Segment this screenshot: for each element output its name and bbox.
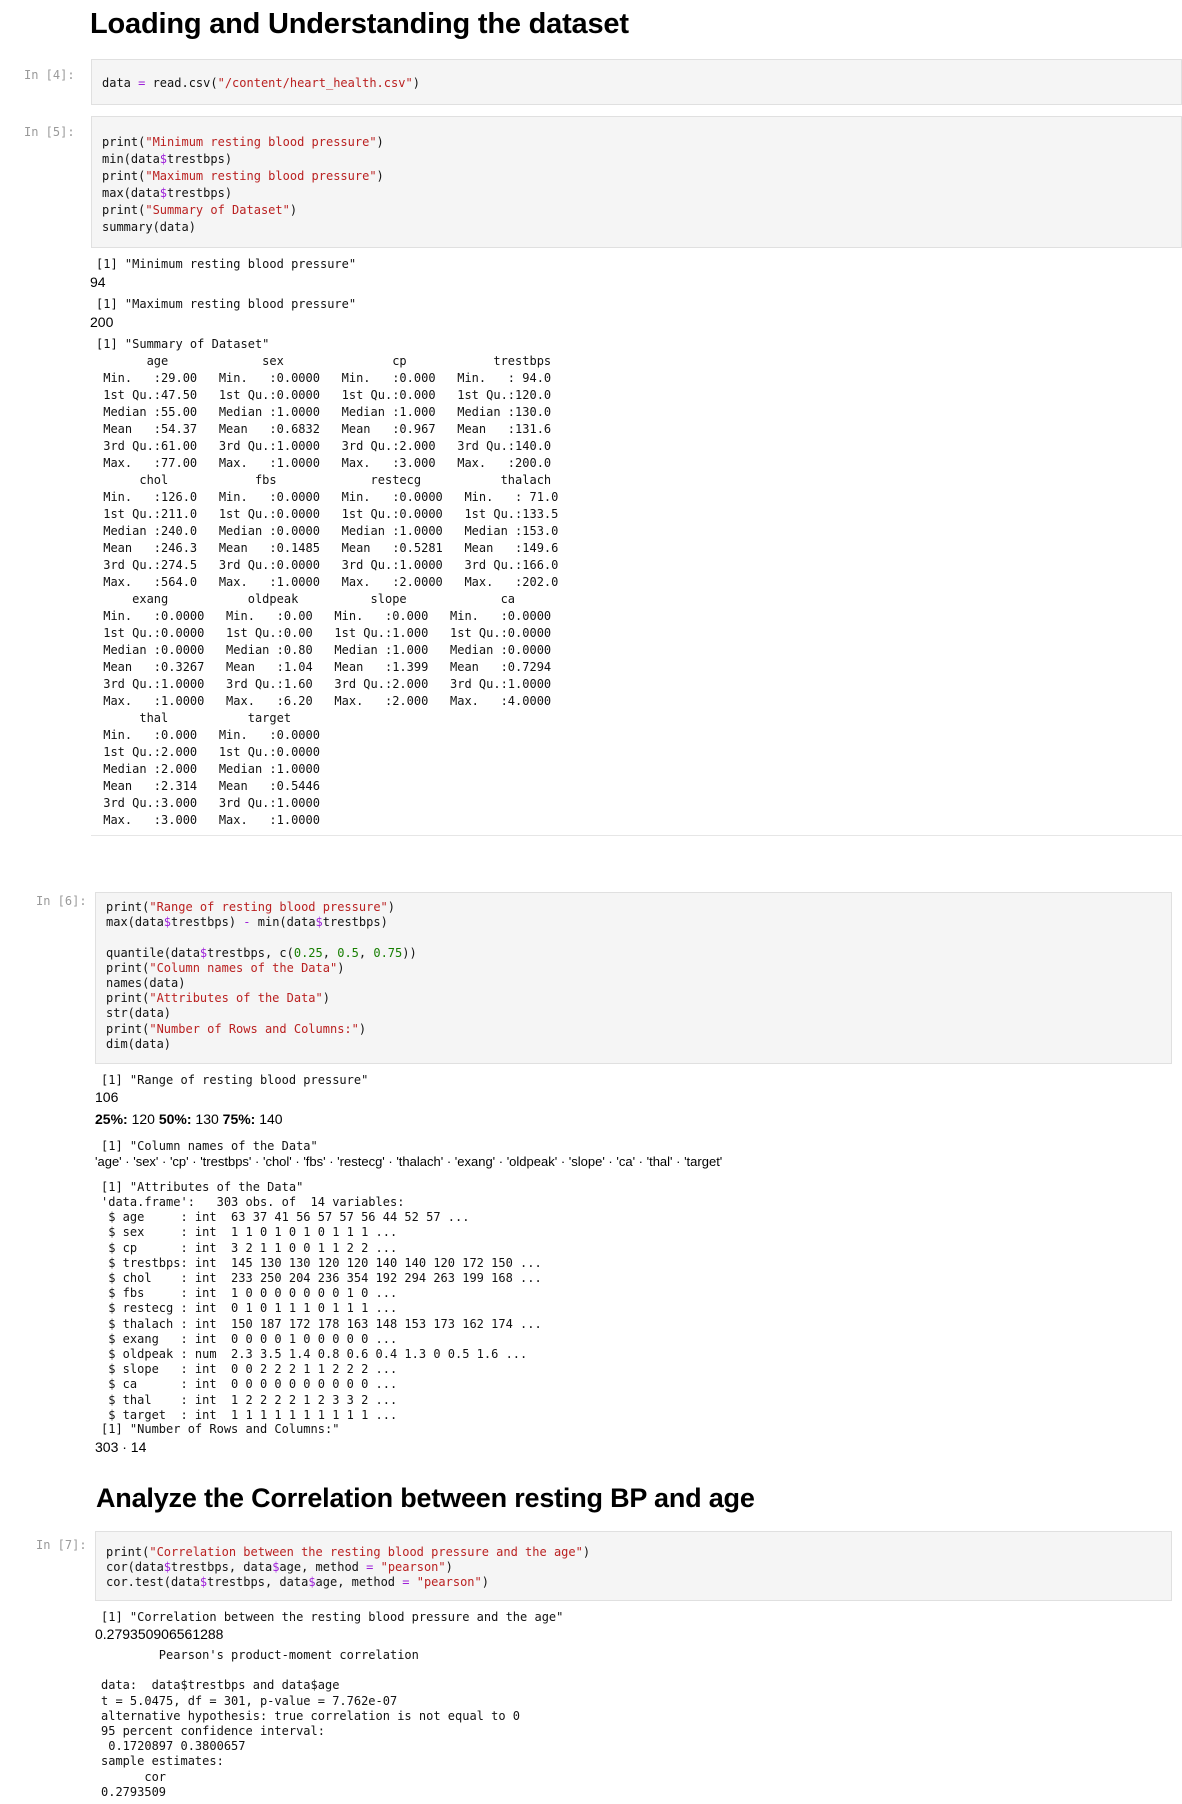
code-cell-7[interactable] [95,1531,1172,1601]
code-token: age, method [315,1575,403,1590]
code-token: $ [315,915,323,930]
code-token: $ [272,1560,280,1575]
code-token: )) [402,945,417,960]
code-token: quantile(data [106,945,200,960]
code-token: cor.test(data [106,1575,200,1590]
output-attributes-label: [1] "Attributes of the Data" [101,1180,304,1194]
code-token: "pearson" [380,1560,446,1575]
code-token [373,1560,380,1574]
code-token: ) [322,991,330,1006]
code-token: "/content/heart_health.csv" [217,76,413,90]
quantile-key: 50%: [158,1111,192,1127]
code-token: print( [102,135,146,149]
code-token: $ [308,1575,316,1590]
code-editor-7[interactable] [106,1545,590,1591]
code-token: ) [337,960,345,975]
code-token [409,1575,416,1589]
quantile-value: 120 [127,1111,159,1127]
code-token: data [102,76,139,90]
output-colnames-label: [1] "Column names of the Data" [101,1139,318,1153]
code-token: = [138,76,146,90]
code-token: trestbps, data [207,1575,309,1590]
code-token: "Number of Rows and Columns:" [149,1021,359,1036]
code-token: trestbps, data [171,1560,273,1575]
code-token: trestbps) [171,915,244,930]
code-token: age, method [279,1560,367,1575]
output-range-label: [1] "Range of resting blood pressure" [101,1073,369,1087]
output-summary-table: age sex cp trestbps Min. :29.00 Min. :0.0000 Min. :0.000 Min. : 94.0 1st Qu.:47.50 1st Qu.:0.0000 1st Qu.:0.000 1st Qu.:120.0 Median :55.00 Median :1.0000 Median :1.000 Median :130.0 Mean :54.37 Mean :0.6832 Mean :0.967 Mean :131.6 3rd Qu.:61.00 3rd Qu.:1.0000 3rd Qu.:2.000 3rd Qu.:140.0 Max. :77.00 Max. :1.0000 Max. :3.000 Max. :200.0 chol fbs restecg thalach Min. :126.0 Min. :0.0000 Min. :0.0000 Min. : 71.0 1st Qu.:211.0 1st Qu.:0.0000 1st Qu.:0.0000 1st Qu.:133.5 Median :240.0 Median :0.0000 Median :1.0000 Median :153.0 Mean :246.3 Mean :0.1485 Mean :0.5281 Mean :149.6 3rd Qu.:274.5 3rd Qu.:0.0000 3rd Qu.:1.0000 3rd Qu.:166.0 Max. :564.0 Max. :1.0000 Max. :2.0000 Max. :202.0 exang oldpeak slope ca Min. :0.0000 Min. :0.00 Min. :0.000 Min. :0.0000 1st Qu.:0.0000 1st Qu.:0.00 1st Qu.:1.000 1st Qu.:0.0000 Median :0.0000 Median :0.80 Median :1.000 Median :0.0000 Mean :0.3267 Mean :1.04 Mean :1.399 Mean :0.7294 3rd Qu.:1.0000 3rd Qu.:1.60 3rd Qu.:2.000 3rd Qu.:1.0000 Max. :1.0000 Max. :6.20 Max. :2.000 Max. :4.0000 thal target Min. :0.000 Min. :0.0000 1st Qu.:2.000 1st Qu.:0.0000 Median :2.000 Median :1.0000 Mean :2.314 Mean :0.5446 3rd Qu.:3.000 3rd Qu.:1.0000 Max. :3.000 Max. :1.0000 [103,354,559,827]
cell-divider [91,835,1182,836]
code-token: 0.25 [293,945,323,960]
code-token: trestbps) [322,915,388,930]
code-token: names(data) [106,976,186,991]
code-token: print( [106,991,150,1006]
quantile-value: 130 [191,1111,223,1127]
code-token: print( [102,203,146,217]
cell-prompt-6: In [6]: [36,894,87,908]
output-min-label: [1] "Minimum resting blood pressure" [96,257,357,271]
code-token: str(data) [106,1006,172,1021]
code-token: = [402,1575,410,1590]
code-token: "Column names of the Data" [149,960,338,975]
quantile-key: 75%: [222,1111,256,1127]
output-dim-value: 303 · 14 [95,1439,147,1455]
code-token: summary(data) [102,220,196,234]
code-token: "Summary of Dataset" [145,203,290,217]
code-token: min(data [250,915,316,930]
code-token: ) [412,76,420,90]
code-token: $ [199,945,208,960]
cell-prompt-5: In [5]: [24,125,75,139]
code-token: print( [106,1545,150,1559]
output-range-value: 106 [95,1089,119,1105]
output-dim-label: [1] "Number of Rows and Columns:" [101,1422,340,1436]
code-token: = [366,1560,374,1575]
output-summary-label: [1] "Summary of Dataset" [96,337,270,351]
code-token: cor(data [106,1560,164,1575]
output-cor-value: 0.279350906561288 [95,1626,224,1642]
code-token: ) [358,1021,367,1036]
code-token: print( [106,900,150,914]
code-editor-6[interactable] [106,900,417,1052]
code-token: trestbps) [167,152,233,166]
code-token: ) [289,203,298,217]
code-cell-4[interactable] [91,59,1182,105]
code-token: max(data [102,186,160,200]
code-token: $ [199,1575,208,1590]
code-token: min(data [102,152,160,166]
output-min-value: 94 [90,274,106,290]
quantile-key: 25%: [95,1111,128,1127]
code-token: dim(data) [106,1036,172,1051]
code-token: , [322,945,338,960]
code-editor-5[interactable] [102,134,384,236]
quantile-value: 140 [255,1111,283,1127]
code-token: 0.5 [337,945,359,960]
output-colnames-value: 'age' · 'sex' · 'cp' · 'trestbps' · 'chol' · 'fbs' · 'restecg' · 'thalach' · 'exang' · 'oldpeak' · 'slope' · 'ca' · 'thal' · 'target' [95,1154,723,1169]
code-token: print( [106,960,150,975]
code-token: ) [376,135,384,149]
code-cell-5[interactable] [91,116,1182,248]
code-token: $ [163,915,172,930]
code-token: "pearson" [416,1575,482,1590]
code-token: trestbps) [167,186,233,200]
section-heading-loading: Loading and Understanding the dataset [90,8,629,40]
output-max-value: 200 [90,314,114,330]
code-editor-4[interactable] [102,75,420,92]
cell-prompt-4: In [4]: [24,68,75,82]
output-str: 'data.frame': 303 obs. of 14 variables: $ age : int 63 37 41 56 57 57 56 44 52 57 ... $ sex : int 1 1 0 1 0 1 0 1 1 1 ... $ cp : int 3 2 1 1 0 0 1 1 2 2 ... $ trestbps: int 145 130 130 120 120 140 140 120 172 150 ... $ chol : int 233 250 204 236 354 192 294 263 199 168 ... $ fbs : int 1 0 0 0 0 0 0 0 1 0 ... $ restecg : int 0 1 0 1 1 1 0 1 1 1 ... $ thalach : int 150 187 172 178 163 148 153 173 162 174 ... $ exang : int 0 0 0 0 1 0 0 0 0 0 ... $ oldpeak : num 2.3 3.5 1.4 0.8 0.6 0.4 1.3 0 0.5 1.6 ... $ slope : int 0 0 2 2 2 1 1 2 2 2 ... $ ca : int 0 0 0 0 0 0 0 0 0 0 ... $ thal : int 1 2 2 2 2 1 2 3 3 2 ... $ target : int 1 1 1 1 1 1 1 1 1 1 ... [101,1195,542,1422]
code-token: print( [102,169,146,183]
cell-prompt-7: In [7]: [36,1538,87,1552]
code-token: print( [106,1021,150,1036]
code-token: read.csv( [145,76,218,90]
output-cor-label: [1] "Correlation between the resting blood pressure and the age" [101,1610,564,1624]
output-max-label: [1] "Maximum resting blood pressure" [96,297,357,311]
code-token: , [358,945,374,960]
code-token: ) [582,1545,591,1559]
output-quantiles [95,1110,283,1128]
code-token: $ [159,152,168,166]
code-token: ) [445,1560,453,1575]
code-token: - [243,915,251,930]
code-token: "Attributes of the Data" [149,991,323,1006]
code-token: "Correlation between the resting blood pressure and the age" [149,1545,583,1559]
code-token: ) [387,900,396,914]
code-token: $ [159,186,168,200]
code-token: trestbps, c( [207,945,294,960]
section-heading-correlation: Analyze the Correlation between resting BP and age [96,1483,755,1513]
code-token: 0.75 [373,945,403,960]
code-token: max(data [106,915,164,930]
code-token: "Minimum resting blood pressure" [145,135,377,149]
output-cor-test: Pearson's product-moment correlation data: data$trestbps and data$age t = 5.0475, df = 301, p-value = 7.762e-07 alternative hypothesis: true correlation is not equal to 0 95 percent confidence interval: 0.1720897 0.3800657 sample estimates: cor 0.2793509 [101,1648,521,1799]
code-token: "Maximum resting blood pressure" [145,169,377,183]
code-token: $ [163,1560,172,1575]
code-token: ) [376,169,384,183]
code-token: "Range of resting blood pressure" [149,900,388,914]
code-cell-6[interactable] [95,892,1172,1064]
code-token: ) [481,1575,489,1590]
